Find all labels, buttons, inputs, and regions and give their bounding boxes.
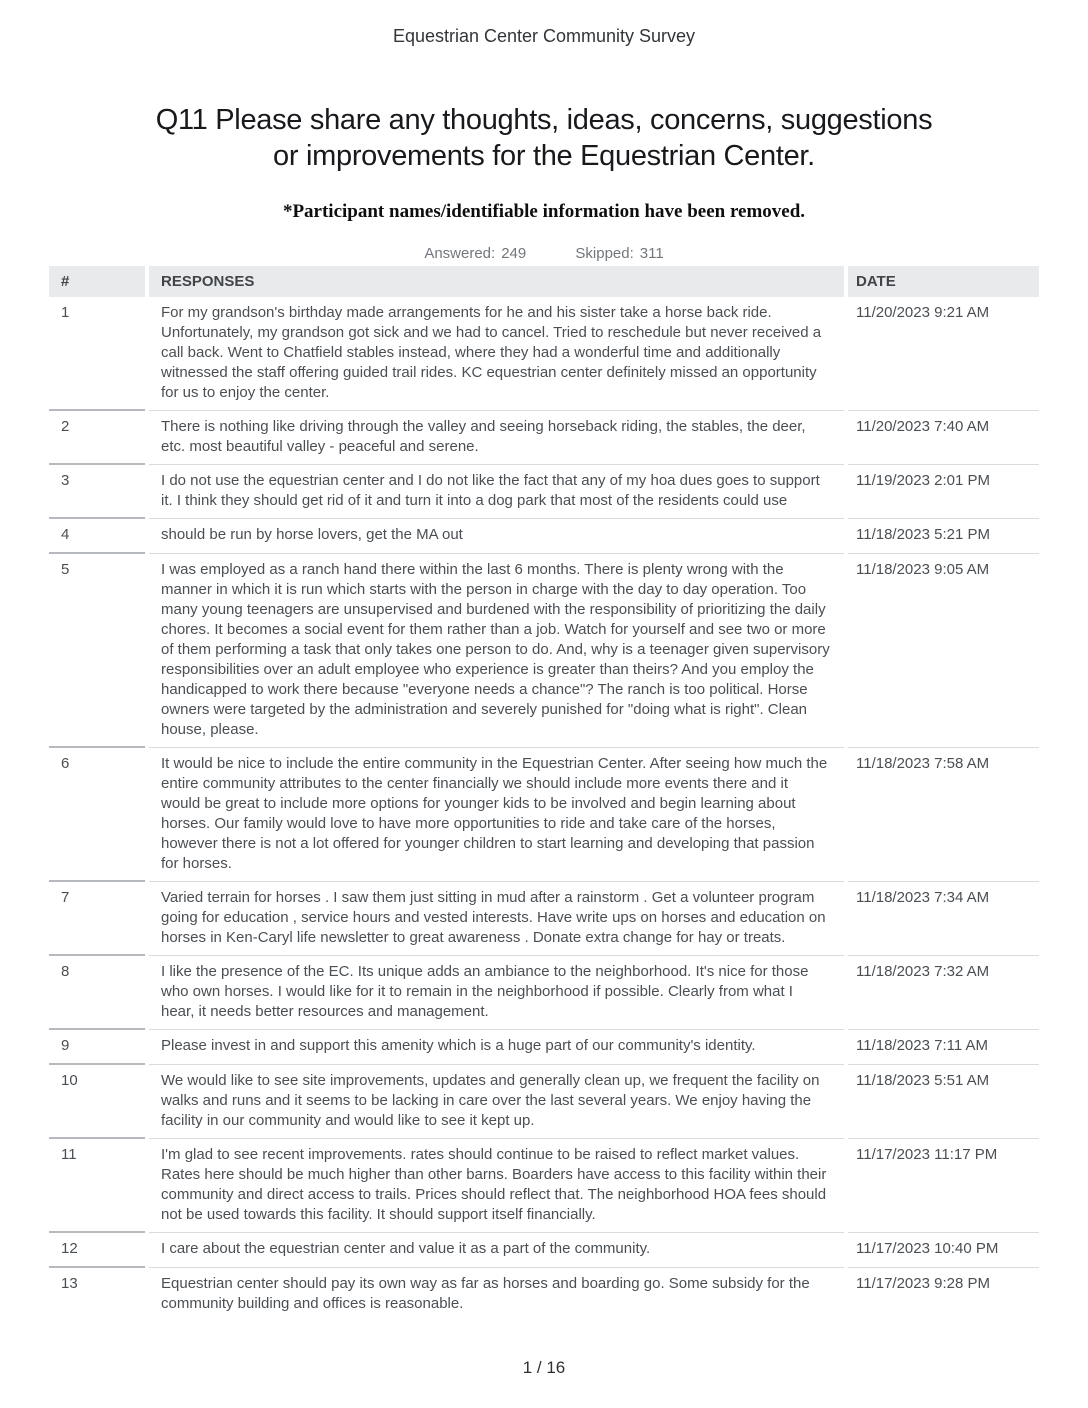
response-date: 11/17/2023 11:17 PM bbox=[848, 1139, 1039, 1233]
table-row bbox=[49, 1139, 1039, 1233]
table-row bbox=[49, 297, 1039, 411]
response-stats bbox=[0, 245, 1088, 262]
table-header-row bbox=[49, 266, 1039, 297]
response-text: We would like to see site improvements, updates and generally clean up, we frequent the facility on walks and runs and it seems to be lacking in care over the last several years. We enjoy having the facility in our community and would like to see it kept up. bbox=[149, 1065, 844, 1139]
response-date: 11/18/2023 7:34 AM bbox=[848, 882, 1039, 956]
table-row bbox=[49, 748, 1039, 882]
response-text: It would be nice to include the entire community in the Equestrian Center. After seeing how much the entire community attributes to the center financially we should include more events there and it would be great to include more options for younger kids to be involved and begin learning about horses. Our family would love to have more opportunities to ride and take care of the horses, however there is not a lot offered for younger children to start learning and developing that passion for horses. bbox=[149, 748, 844, 882]
table-row bbox=[49, 554, 1039, 748]
response-number: 6 bbox=[49, 748, 145, 882]
answered-label: Answered: bbox=[424, 245, 496, 262]
response-text: I was employed as a ranch hand there within the last 6 months. There is plenty wrong with the manner in which it is run which starts with the person in charge with the day to day operation. Too many young teenagers are unsupervised and burdened with the responsibility of prioritizing the daily chores. It becomes a social event for them rather than a job. Watch for yourself and see two or more of them performing a task that only takes one person to do. And, why is a teenager given supervisory responsibilities over an adult employee who experience is greater than theirs? And you employ the handicapped to work there because "everyone needs a chance"? The ranch is too political. Horse owners were targeted by the administration and severely punished for "doing what is right". Clean house, please. bbox=[149, 554, 844, 748]
skipped-label: Skipped: bbox=[575, 245, 634, 262]
table-row bbox=[49, 1065, 1039, 1139]
response-date: 11/17/2023 9:28 PM bbox=[856, 1275, 990, 1292]
response-text: I care about the equestrian center and value it as a part of the community. bbox=[149, 1233, 844, 1268]
response-text: I'm glad to see recent improvements. rates should continue to be raised to reflect market values. Rates here should be much higher than other barns. Boarders have access to this facility within their community and direct access to trails. Prices should reflect that. The neighborhood HOA fees should not be used towards this facility. It should support itself financially. bbox=[149, 1139, 844, 1233]
table-row bbox=[49, 956, 1039, 1030]
response-number: 5 bbox=[49, 554, 145, 748]
response-text: There is nothing like driving through the valley and seeing horseback riding, the stables, the deer, etc. most beautiful valley - peaceful and serene. bbox=[149, 411, 844, 465]
skipped-stat bbox=[575, 245, 663, 262]
question-title-line1: Q11 Please share any thoughts, ideas, concerns, suggestions bbox=[155, 104, 933, 136]
column-header-date: DATE bbox=[848, 266, 1039, 297]
response-date: 11/17/2023 10:40 PM bbox=[848, 1233, 1039, 1268]
response-text: should be run by horse lovers, get the MA out bbox=[149, 519, 844, 554]
response-text: Equestrian center should pay its own way as far as horses and boarding go. Some subsidy for the community building and offices is reasonable. bbox=[161, 1275, 810, 1312]
response-text: For my grandson's birthday made arrangements for he and his sister take a horse back ride. Unfortunately, my grandson got sick and we had to cancel. Tried to reschedule but never received a call back. Went to Chatfield stables instead, where they had a wonderful time and additionally witnessed the staff offering guided trail rides. KC equestrian center definitely missed an opportunity for us to enjoy the center. bbox=[149, 297, 844, 411]
response-number: 7 bbox=[49, 882, 145, 956]
response-date: 11/18/2023 7:32 AM bbox=[848, 956, 1039, 1030]
question-title-line2: or improvements for the Equestrian Center. bbox=[273, 140, 815, 172]
responses-table-body bbox=[49, 297, 1039, 1321]
response-text: I like the presence of the EC. Its unique adds an ambiance to the neighborhood. It's nice for those who own horses. I would like for it to remain in the neighborhood if possible. Clearly from what I hear, it needs better resources and management. bbox=[149, 956, 844, 1030]
response-date: 11/20/2023 7:40 AM bbox=[848, 411, 1039, 465]
response-date: 11/18/2023 7:58 AM bbox=[848, 748, 1039, 882]
response-number: 4 bbox=[49, 519, 145, 554]
response-text: Please invest in and support this amenity which is a huge part of our community's identity. bbox=[149, 1030, 844, 1065]
column-header-number: # bbox=[49, 266, 145, 297]
response-number: 10 bbox=[49, 1065, 145, 1139]
response-date: 11/18/2023 9:05 AM bbox=[848, 554, 1039, 748]
question-title bbox=[0, 102, 1088, 174]
table-row bbox=[49, 411, 1039, 465]
table-row bbox=[49, 465, 1039, 519]
page-indicator: 1 / 16 bbox=[522, 1358, 566, 1377]
table-row bbox=[49, 1233, 1039, 1268]
response-number: 9 bbox=[49, 1030, 145, 1065]
response-date: 11/19/2023 2:01 PM bbox=[848, 465, 1039, 519]
table-row bbox=[49, 1268, 1039, 1321]
response-number: 11 bbox=[49, 1139, 145, 1233]
response-text: I do not use the equestrian center and I do not like the fact that any of my hoa dues goes to support it. I think they should get rid of it and turn it into a dog park that most of the residents could use bbox=[149, 465, 844, 519]
response-number: 1 bbox=[49, 297, 145, 411]
response-number: 13 bbox=[61, 1275, 78, 1292]
response-text: Varied terrain for horses . I saw them just sitting in mud after a rainstorm . Get a volunteer program going for education , service hours and vested interests. Have write ups on horses and education on horses in Ken-Caryl life newsletter to great awareness . Donate extra change for hay or treats. bbox=[149, 882, 844, 956]
skipped-count: 311 bbox=[639, 245, 664, 262]
response-date: 11/18/2023 7:11 AM bbox=[848, 1030, 1039, 1065]
response-number: 2 bbox=[49, 411, 145, 465]
responses-table bbox=[45, 266, 1043, 1321]
answered-stat bbox=[424, 245, 526, 262]
response-date: 11/20/2023 9:21 AM bbox=[848, 297, 1039, 411]
column-header-responses: RESPONSES bbox=[149, 266, 844, 297]
response-number: 8 bbox=[49, 956, 145, 1030]
survey-title: Equestrian Center Community Survey bbox=[392, 26, 696, 46]
response-date: 11/18/2023 5:51 AM bbox=[848, 1065, 1039, 1139]
response-number: 3 bbox=[49, 465, 145, 519]
table-row bbox=[49, 882, 1039, 956]
answered-count: 249 bbox=[501, 245, 527, 262]
table-row bbox=[49, 519, 1039, 554]
response-number: 12 bbox=[49, 1233, 145, 1268]
anonymization-note: *Participant names/identifiable information have been removed. bbox=[282, 201, 806, 222]
table-row bbox=[49, 1030, 1039, 1065]
response-date: 11/18/2023 5:21 PM bbox=[848, 519, 1039, 554]
